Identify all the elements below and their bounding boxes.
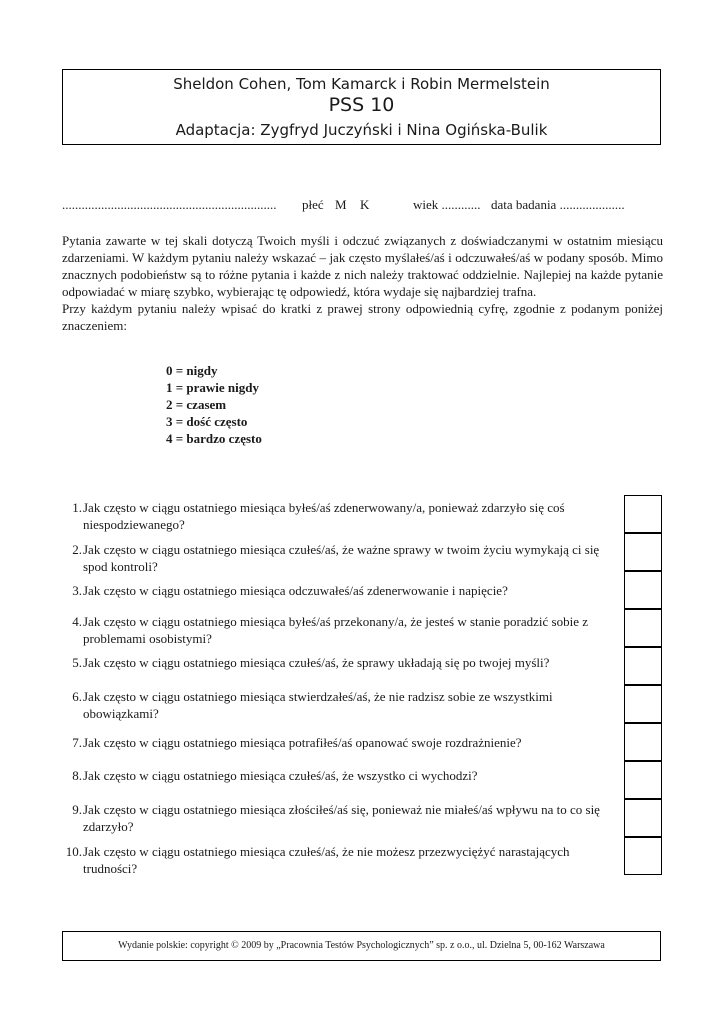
- question-number: 9.: [72, 802, 82, 817]
- answer-box-4[interactable]: [624, 609, 662, 647]
- name-field[interactable]: ..................................................................: [62, 197, 277, 212]
- question-number: 4.: [72, 614, 82, 629]
- question-4: [62, 613, 618, 647]
- question-number: 10.: [65, 844, 82, 859]
- answer-box-3[interactable]: [624, 571, 662, 609]
- response-scale: [166, 362, 262, 447]
- instructions-paragraph-2: Przy każdym pytaniu należy wpisać do kratki z prawej strony odpowiednią cyfrę, zgodnie z podanym poniżej znaczeniem:: [62, 301, 663, 333]
- question-text: Jak często w ciągu ostatniego miesiąca czułeś/aś, że sprawy układają się po twojej myśli?: [83, 655, 550, 670]
- answer-box-8[interactable]: [624, 761, 662, 799]
- question-10: [62, 843, 618, 877]
- question-text: Jak często w ciągu ostatniego miesiąca potrafiłeś/aś opanować swoje rozdrażnienie?: [83, 735, 522, 750]
- instructions: [62, 232, 663, 334]
- question-number: 3.: [72, 583, 82, 598]
- question-number: 8.: [72, 768, 82, 783]
- question-number: 1.: [72, 500, 82, 515]
- date-field[interactable]: data badania ....................: [491, 197, 625, 212]
- copyright-text: Wydanie polskie: copyright © 2009 by „Pracownia Testów Psychologicznych” sp. z o.o., ul. Dzielna 5, 00-162 Warszawa: [118, 940, 605, 951]
- question-text: Jak często w ciągu ostatniego miesiąca czułeś/aś, że wszystko ci wychodzi?: [83, 768, 478, 783]
- question-5: [62, 654, 618, 671]
- answer-box-10[interactable]: [624, 837, 662, 875]
- scale-item: 1 = prawie nigdy: [166, 380, 259, 395]
- question-9: [62, 801, 618, 835]
- answer-box-7[interactable]: [624, 723, 662, 761]
- question-number: 2.: [72, 542, 82, 557]
- question-text: Jak często w ciągu ostatniego miesiąca byłeś/aś przekonany/a, że jesteś w stanie poradzić sobie z problemami osobistymi?: [83, 614, 589, 646]
- answer-box-2[interactable]: [624, 533, 662, 571]
- question-text: Jak często w ciągu ostatniego miesiąca złościłeś/aś się, ponieważ nie miałeś/aś wpływu na to co się zdarzyło?: [83, 802, 600, 834]
- instructions-paragraph-1: Pytania zawarte w tej skali dotyczą Twoich myśli i odczuć związanych z doświadczanymi w ostatnim miesiącu zdarzeniami. W każdym pytaniu należy wskazać – jak często myślałeś/aś i odczuwałeś/aś w podany sposób. Mimo znacznych podobieństw są to różne pytania i każde z nich należy traktować oddzielnie. Najlepiej na każde pytanie odpowiadać w miarę szybko, wybierając tę odpowiedź, która wydaje się najbardziej trafna.: [62, 233, 663, 299]
- question-number: 5.: [72, 655, 82, 670]
- question-text: Jak często w ciągu ostatniego miesiąca czułeś/aś, że ważne sprawy w twoim życiu wymykają ci się spod kontroli?: [83, 542, 600, 574]
- sex-option-k[interactable]: K: [360, 197, 370, 212]
- answer-box-1[interactable]: [624, 495, 662, 533]
- age-field[interactable]: wiek ............: [413, 197, 481, 212]
- sex-label: płeć: [302, 197, 324, 212]
- question-3: [62, 582, 618, 599]
- sex-option-m[interactable]: M: [335, 197, 347, 212]
- question-6: [62, 688, 618, 722]
- question-text: Jak często w ciągu ostatniego miesiąca odczuwałeś/aś zdenerwowanie i napięcie?: [83, 583, 508, 598]
- question-text: Jak często w ciągu ostatniego miesiąca stwierdzałeś/aś, że nie radzisz sobie ze wszystkimi obowiązkami?: [83, 689, 553, 721]
- scale-item: 0 = nigdy: [166, 363, 218, 378]
- question-8: [62, 767, 618, 784]
- question-2: [62, 541, 618, 575]
- question-number: 7.: [72, 735, 82, 750]
- answer-box-5[interactable]: [624, 647, 662, 685]
- answer-box-9[interactable]: [624, 799, 662, 837]
- scale-item: 4 = bardzo często: [166, 431, 262, 446]
- question-7: [62, 734, 618, 751]
- adaptation-authors: Adaptacja: Zygfryd Juczyński i Nina Ogińska-Bulik: [175, 121, 548, 139]
- test-title: PSS 10: [328, 94, 395, 116]
- authors: Sheldon Cohen, Tom Kamarck i Robin Mermelstein: [173, 75, 550, 93]
- question-text: Jak często w ciągu ostatniego miesiąca byłeś/aś zdenerwowany/a, ponieważ zdarzyło się coś niespodziewanego?: [83, 500, 565, 532]
- header-box: [62, 69, 661, 145]
- question-number: 6.: [72, 689, 82, 704]
- answer-box-6[interactable]: [624, 685, 662, 723]
- scale-item: 2 = czasem: [166, 397, 227, 412]
- scale-item: 3 = dość często: [166, 414, 248, 429]
- question-text: Jak często w ciągu ostatniego miesiąca czułeś/aś, że nie możesz przezwyciężyć narastających trudności?: [83, 844, 570, 876]
- question-1: [62, 499, 618, 533]
- footer-box: [62, 931, 661, 961]
